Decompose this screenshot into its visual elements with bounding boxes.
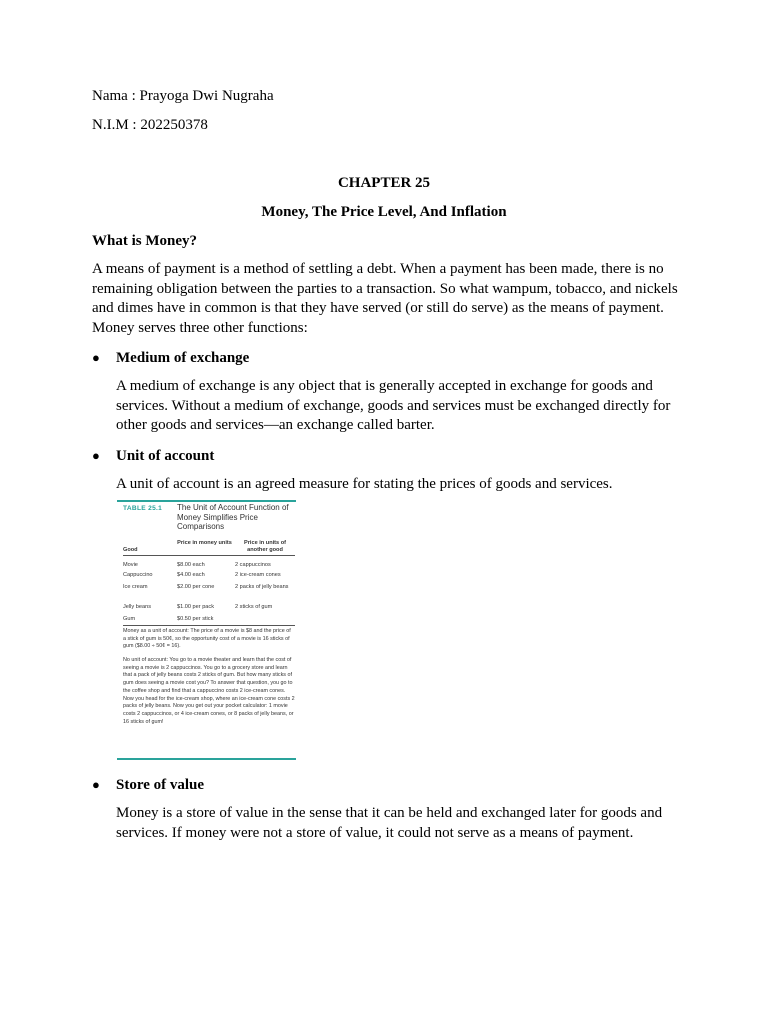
table-number: TABLE 25.1 — [123, 505, 163, 512]
intro-paragraph: A means of payment is a method of settling a debt. When a payment has been made, there is no remaining obligation between the parties to a transaction. So what wampum, tobacco, and nickels and dimes have in common is that they have served (or still do serve) as the means of payment. Money serves three other functions: — [92, 261, 678, 337]
column-header-other: Price in units of another good — [244, 540, 286, 553]
table-header-rule — [123, 555, 295, 556]
bullet-label: Unit of account — [116, 448, 215, 464]
bullet-icon: ● — [92, 448, 100, 463]
table-bottom-rule — [117, 758, 296, 760]
chapter-number: CHAPTER 25 — [337, 175, 431, 191]
bullet-item — [0, 348, 768, 368]
table-cell: $1.00 per pack — [177, 604, 215, 610]
table-cell: 2 ice-cream cones — [235, 572, 281, 578]
table-cell: $2.00 per cone — [177, 584, 215, 590]
bullet-item — [0, 446, 768, 466]
table-cell: 2 sticks of gum — [235, 604, 273, 610]
chapter-title: Money, The Price Level, And Inflation — [261, 204, 507, 220]
column-header-good: Good — [123, 547, 138, 553]
table-cell: Jelly beans — [123, 604, 151, 610]
medium-of-exchange-text: A medium of exchange is any object that is generally accepted in exchange for goods and services. Without a medium of exchange, goods and services must be exchanged directly for other goods and services—an exchange called barter. — [116, 378, 671, 434]
table-note-unit-of-account: Money as a unit of account: The price of a movie is $8 and the price of a stick of gum is 50¢, so the opportunity cost of a movie is 16 sticks of gum ($8.00 ÷ 50¢ = 16). — [123, 628, 291, 650]
table-top-rule — [117, 500, 296, 502]
bullet-label: Store of value — [116, 777, 205, 793]
student-nim: N.I.M : 202250378 — [92, 117, 208, 133]
table-cell: $8.00 each — [177, 562, 205, 568]
store-of-value-text: Money is a store of value in the sense that it can be held and exchanged later for goods and services. If money were not a store of value, it could not serve as a means of payment. — [116, 805, 663, 841]
table-note-no-unit-of-account: No unit of account: You go to a movie theater and learn that the cost of seeing a movie is 2 cappuccinos. You go to a grocery store and learn that a pack of jelly beans costs 2 sticks of gum. But how many sticks of gum does seeing a movie cost you? To answer that question, you go to the coffee shop and find that a cappuccino costs 2 ice-cream cones. Now you head for the ice-cream shop, where an ice-cream cone costs 2 packs of jelly beans. Now you get out your pocket calculator: 1 movie costs 2 cappuccinos, or 4 ice-cream cones, or 8 packs of jelly beans, or 16 sticks of gum! — [123, 657, 295, 725]
table-cell: Movie — [123, 562, 138, 568]
table-cell: Ice cream — [123, 584, 148, 590]
table-cell: 2 packs of jelly beans — [235, 584, 289, 590]
table-cell: Cappuccino — [123, 572, 153, 578]
table-figure — [117, 500, 296, 762]
bullet-label: Medium of exchange — [116, 350, 250, 366]
section-heading: What is Money? — [92, 233, 197, 249]
table-cell: $0.50 per stick — [177, 616, 214, 622]
table-cell: Gum — [123, 616, 136, 622]
bullet-icon: ● — [92, 777, 100, 792]
student-name: Nama : Prayoga Dwi Nugraha — [92, 88, 274, 104]
bullet-icon: ● — [92, 350, 100, 365]
bullet-item — [0, 775, 768, 795]
table-cell: 2 cappuccinos — [235, 562, 271, 568]
table-body-rule — [123, 625, 295, 626]
table-title: The Unit of Account Function of Money Simplifies Price Comparisons — [177, 503, 289, 531]
unit-of-account-text: A unit of account is an agreed measure for stating the prices of goods and services. — [116, 476, 613, 492]
column-header-money: Price in money units — [177, 540, 232, 546]
table-cell: $4.00 each — [177, 572, 205, 578]
